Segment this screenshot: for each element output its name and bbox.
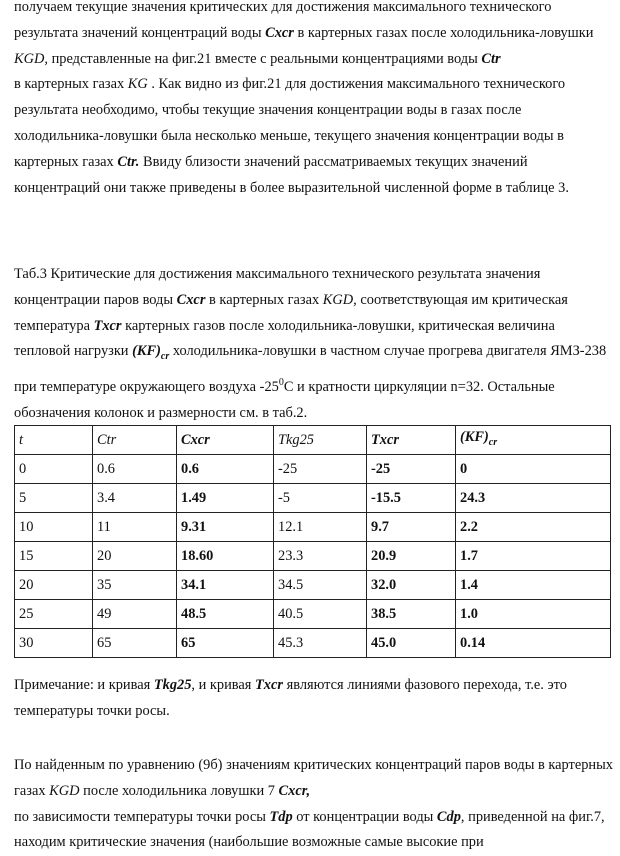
- cell: 0: [15, 455, 93, 484]
- text: в картерных газах: [205, 291, 323, 308]
- header-kf: [456, 426, 611, 455]
- term-ctr: Ctr.: [117, 153, 140, 170]
- cell: 1.7: [456, 542, 611, 571]
- cell: 45.3: [274, 629, 367, 658]
- table-header-row: [15, 426, 611, 455]
- table-row: [15, 571, 611, 600]
- paragraph-intro: [14, 0, 614, 201]
- term-tdp: Tdp: [269, 808, 293, 825]
- cell: 12.1: [274, 513, 367, 542]
- cell: 45.0: [367, 629, 456, 658]
- cell: 1.4: [456, 571, 611, 600]
- cell: 11: [93, 513, 177, 542]
- header-ctr: Ctr: [93, 426, 177, 455]
- term-cxcr: Cxcr: [265, 24, 294, 41]
- cell: 18.60: [177, 542, 274, 571]
- term-kgd: KGD: [49, 782, 80, 799]
- term-cdp: Cdp: [436, 808, 461, 825]
- cell: -5: [274, 484, 367, 513]
- cell: -25: [274, 455, 367, 484]
- cell: 0: [456, 455, 611, 484]
- cell: 20: [15, 571, 93, 600]
- text: С и кратности циркуляции n=32. Остальные обозначения колонок и размерности см. в таб.2.: [14, 378, 555, 421]
- term-cxcr: Cxcr: [176, 291, 206, 308]
- header-txcr: Txcr: [367, 426, 456, 455]
- term-kf: (KF): [132, 343, 161, 360]
- text: , и кривая: [191, 677, 256, 693]
- cell: 30: [15, 629, 93, 658]
- superscript-degree: 0: [278, 377, 284, 389]
- table-row: [15, 600, 611, 629]
- text: после холодильника ловушки 7: [79, 782, 279, 799]
- cell: -25: [367, 455, 456, 484]
- text: Примечание: и кривая: [14, 677, 154, 693]
- cell: 0.14: [456, 629, 611, 658]
- cell: 20.9: [367, 542, 456, 571]
- cell: 0.6: [93, 455, 177, 484]
- term-txcr: Txcr: [255, 677, 283, 693]
- text: картерных газов после холодильника-ловушки, критическая величина тепловой нагрузки: [14, 317, 555, 360]
- text: холодильника-ловушки в частном случае прогрева двигателя ЯМЗ-238 при температуре окружающего воздуха -25: [14, 343, 607, 395]
- text: Таб.3 Критические для достижения максимального технического результата значения концентрации паров воды: [14, 266, 541, 308]
- text: представленные на фиг.21 вместе с реальными концентрациями воды: [47, 50, 482, 67]
- term-txcr: Txcr: [93, 317, 122, 334]
- cell: -15.5: [367, 484, 456, 513]
- cell: 35: [93, 571, 177, 600]
- header-t: t: [15, 426, 93, 455]
- table-row: [15, 629, 611, 658]
- text: от концентрации воды: [292, 808, 437, 825]
- table-row: [15, 513, 611, 542]
- cell: 0.6: [177, 455, 274, 484]
- subscript-cr: cr: [160, 351, 170, 363]
- term-ctr: Ctr: [481, 50, 501, 67]
- paragraph-continued: [14, 753, 614, 856]
- cell: 65: [177, 629, 274, 658]
- table-row: [15, 542, 611, 571]
- cell: 65: [93, 629, 177, 658]
- text: в картерных газах: [14, 76, 128, 93]
- cell: 1.49: [177, 484, 274, 513]
- cell: 3.4: [93, 484, 177, 513]
- term-kgd: KGD,: [322, 291, 357, 308]
- cell: 9.7: [367, 513, 456, 542]
- text: , приведенной на фиг.7, находим критические значения (наибольшие возможные самые высокие при: [14, 808, 605, 851]
- cell: 20: [93, 542, 177, 571]
- cell: 38.5: [367, 600, 456, 629]
- cell: 49: [93, 600, 177, 629]
- cell: 32.0: [367, 571, 456, 600]
- cell: 48.5: [177, 600, 274, 629]
- cell: 9.31: [177, 513, 274, 542]
- term-tkg25: Tkg25: [153, 677, 192, 693]
- text: по зависимости температуры точки росы: [14, 808, 270, 825]
- text: в картерных газах после холодильника-ловушки: [293, 24, 594, 41]
- cell: 25: [15, 600, 93, 629]
- cell: 23.3: [274, 542, 367, 571]
- text: Ввиду близости значений рассматриваемых текущих значений концентраций они также приведены в более выразительной численной форме в таблице 3.: [14, 153, 569, 196]
- cell: 40.5: [274, 600, 367, 629]
- header-cxcr: Cxcr: [177, 426, 274, 455]
- term-kgd: KGD,: [14, 50, 48, 67]
- cell: 34.1: [177, 571, 274, 600]
- subscript-cr: cr: [488, 436, 498, 448]
- table-row: [15, 484, 611, 513]
- header-tkg25: Tkg25: [274, 426, 367, 455]
- cell: 10: [15, 513, 93, 542]
- text: являются линиями фазового перехода, т.е. это температуры точки росы.: [14, 677, 567, 719]
- cell: 15: [15, 542, 93, 571]
- text: соответствующая им критическая температура: [14, 291, 568, 334]
- cell: 1.0: [456, 600, 611, 629]
- cell: 34.5: [274, 571, 367, 600]
- table-caption: [14, 262, 614, 426]
- cell: 5: [15, 484, 93, 513]
- term-cxcr: Cxcr,: [278, 782, 311, 799]
- text: По найденным по уравнению (9б) значениям критических концентраций паров воды в картерных газах: [14, 757, 613, 799]
- header-kf-label: (KF): [460, 429, 489, 446]
- text: . Как видно из фиг.21 для достижения максимального технического результата необходимо, чтобы текущие значения концентрации воды в газах после холодильника-ловушки была несколько меньше, текущего значения концентрации воды в картерных газах: [14, 76, 566, 170]
- data-table: [14, 425, 611, 658]
- term-kg: KG: [127, 76, 148, 93]
- text: получаем текущие значения критических для достижения максимального технического результата значений концентраций воды: [14, 0, 552, 41]
- cell: 2.2: [456, 513, 611, 542]
- cell: 24.3: [456, 484, 611, 513]
- note-paragraph: [14, 673, 614, 725]
- table-row: [15, 455, 611, 484]
